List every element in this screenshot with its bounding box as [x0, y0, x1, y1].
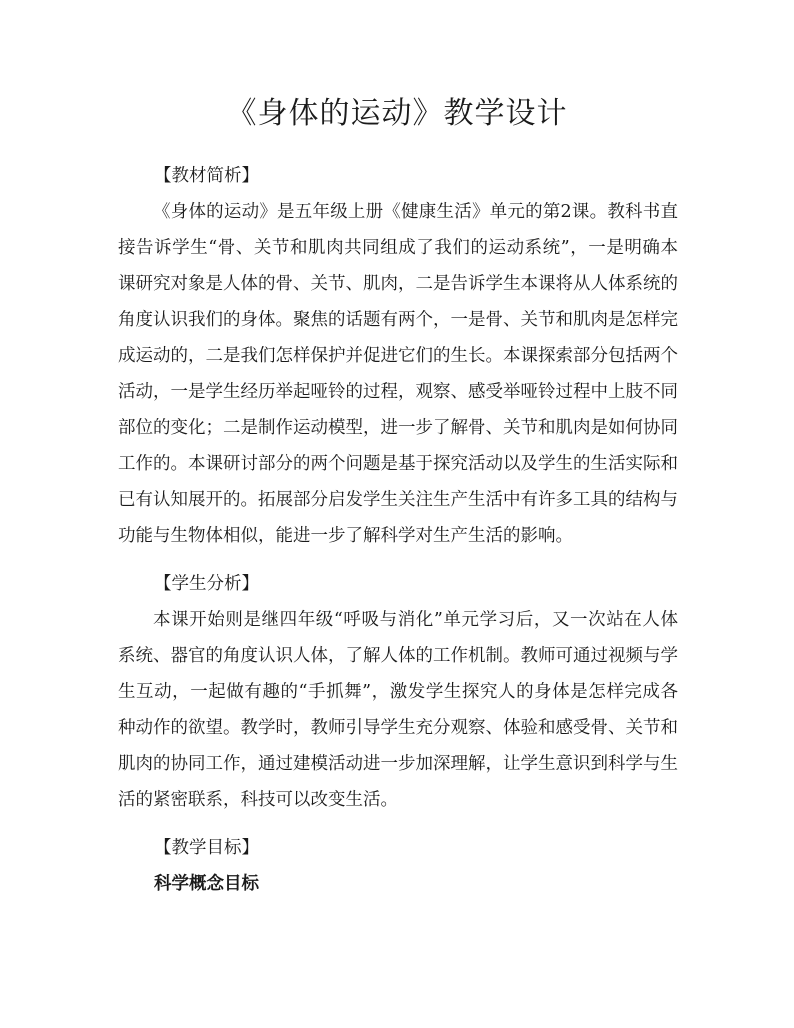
subheading-science-concept-goals: 科学概念目标: [154, 874, 259, 894]
section-heading-teaching-goals: 【教学目标】: [154, 838, 259, 858]
section-gap: [118, 818, 678, 830]
paragraph-student-analysis: 本课开始则是继四年级“呼吸与消化”单元学习后，又一次站在人体系统、器官的角度认识人体，了解人体的工作机制。教师可通过视频与学生互动，一起做有趣的“手抓舞”，激发学生探究人的身体是怎样完成各种动作的欲望。教学时，教师引导学生充分观察、体验和感受骨、关节和肌肉的协同工作，通过建模活动进一步加深理解，让学生意识到科学与生活的紧密联系，科技可以改变生活。: [118, 610, 678, 810]
document-body: [118, 158, 678, 902]
section-gap: [118, 554, 678, 566]
paragraph-textbook-analysis: 《身体的运动》是五年级上册《健康生活》单元的第2课。教科书直接告诉学生“骨、关节和肌肉共同组成了我们的运动系统”，一是明确本课研究对象是人体的骨、关节、肌肉，二是告诉学生本课将从人体系统的角度认识我们的身体。聚焦的话题有两个，一是骨、关节和肌肉是怎样完成运动的，二是我们怎样保护并促进它们的生长。本课探索部分包括两个活动，一是学生经历举起哑铃的过程，观察、感受举哑铃过程中上肢不同部位的变化；二是制作运动模型，进一步了解骨、关节和肌肉是如何协同工作的。本课研讨部分的两个问题是基于探究活动以及学生的生活实际和已有认知展开的。拓展部分启发学生关注生产生活中有许多工具的结构与功能与生物体相似，能进一步了解科学对生产生活的影响。: [118, 202, 678, 546]
document-title: 《身体的运动》教学设计: [226, 96, 568, 131]
section-heading-textbook-analysis: 【教材简析】: [154, 166, 259, 186]
section-heading-student-analysis: 【学生分析】: [154, 574, 259, 594]
